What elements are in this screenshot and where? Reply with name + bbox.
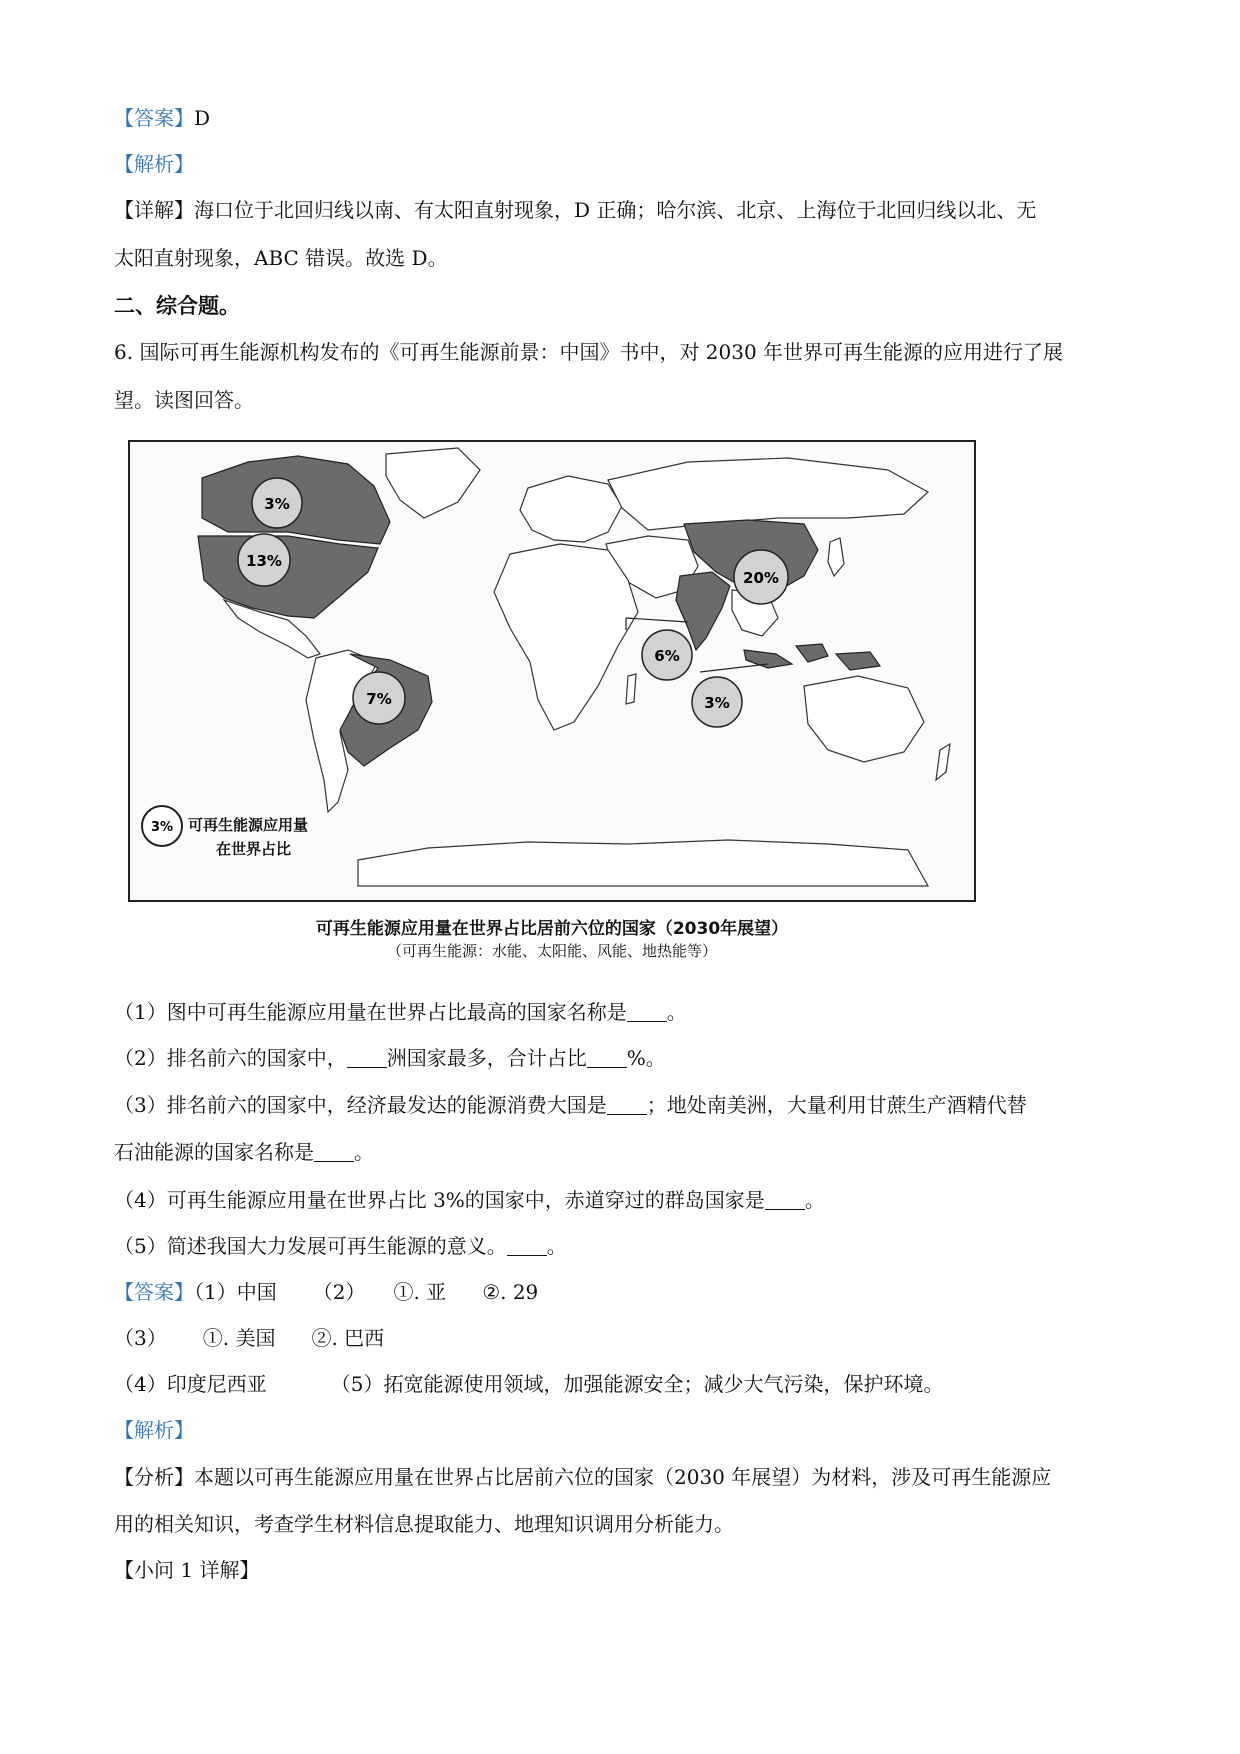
answer-2-label: （2） — [312, 1280, 366, 1304]
china-share-label: 20% — [743, 569, 779, 587]
q1-end: 。 — [666, 1000, 687, 1024]
q4-end: 。 — [804, 1188, 825, 1212]
q2-text-a: （2）排名前六的国家中， — [114, 1046, 347, 1070]
question-1 — [114, 998, 687, 1026]
canada-share-label: 3% — [264, 495, 290, 513]
answer-3-part-2: ②. 巴西 — [311, 1326, 385, 1350]
q5-answer-line — [114, 104, 210, 132]
legend-line-2: 在世界占比 — [216, 840, 292, 858]
europe-shape — [520, 476, 622, 542]
answer-5: （5）拓宽能源使用领域，加强能源安全；减少大气污染，保护环境。 — [330, 1372, 944, 1396]
madagascar-shape — [626, 674, 636, 704]
antarctica-shape — [358, 840, 928, 886]
answers-line-3 — [114, 1370, 943, 1398]
usa-share-label: 13% — [246, 552, 282, 570]
question-2 — [114, 1044, 666, 1072]
q4-text: （4）可再生能源应用量在世界占比 3%的国家中，赤道穿过的群岛国家是 — [114, 1188, 765, 1212]
answer-3-part-1: ①. 美国 — [202, 1326, 276, 1350]
india-share-label: 6% — [654, 647, 680, 665]
analysis-line-1: 【分析】本题以可再生能源应用量在世界占比居前六位的国家（2030 年展望）为材料，涉及可再生能源应 — [114, 1465, 1052, 1489]
q5-end: 。 — [546, 1234, 567, 1258]
q2-blank-2[interactable] — [587, 1047, 627, 1068]
detail-line-2: 太阳直射现象，ABC 错误。故选 D。 — [114, 246, 448, 270]
q2-text-b: 洲国家最多，合计占比 — [386, 1046, 587, 1070]
q3-text-c: 石油能源的国家名称是 — [114, 1140, 314, 1164]
answers-tag: 【答案】 — [114, 1280, 194, 1304]
analysis-tag-2: 【解析】 — [114, 1418, 194, 1442]
answer-1: （1）中国 — [194, 1280, 277, 1304]
section-title: 二、综合题。 — [114, 294, 240, 318]
q6-stem-line-2: 望。读图回答。 — [114, 388, 254, 412]
answer-value: D — [194, 106, 211, 130]
brazil-share-label: 7% — [366, 690, 392, 708]
answer-4: （4）印度尼西亚 — [114, 1372, 267, 1396]
question-3-line-2 — [114, 1138, 374, 1166]
q4-blank[interactable] — [765, 1189, 805, 1210]
answers-line-1 — [114, 1278, 538, 1306]
q1-text: （1）图中可再生能源应用量在世界占比最高的国家名称是 — [114, 1000, 627, 1024]
q3-blank-1[interactable] — [607, 1094, 647, 1115]
map-caption-2: （可再生能源：水能、太阳能、风能、地热能等） — [386, 942, 717, 960]
sub-question-1-detail-heading: 【小问 1 详解】 — [114, 1558, 260, 1582]
q1-blank[interactable] — [627, 1001, 667, 1022]
q3-text-b: ；地处南美洲，大量利用甘蔗生产酒精代替 — [646, 1093, 1027, 1117]
answer-2-part-2: ②. 29 — [482, 1280, 539, 1304]
q6-stem-line-1: 6. 国际可再生能源机构发布的《可再生能源前景：中国》书中，对 2030 年世界可再生能源的应用进行了展 — [114, 340, 1064, 364]
answer-3-label: （3） — [114, 1326, 167, 1350]
question-4 — [114, 1186, 825, 1214]
q3-text-a: （3）排名前六的国家中，经济最发达的能源消费大国是 — [114, 1093, 607, 1117]
q5-text: （5）简述我国大力发展可再生能源的意义。 — [114, 1234, 507, 1258]
detail-line-1: 【详解】海口位于北回归线以南、有太阳直射现象，D 正确；哈尔滨、北京、上海位于北回归线以北、无 — [114, 198, 1037, 222]
q2-blank-1[interactable] — [347, 1047, 387, 1068]
question-3-line-1 — [114, 1091, 1027, 1119]
answers-line-2 — [114, 1324, 384, 1352]
legend-symbol-label: 3% — [150, 820, 174, 835]
q3-blank-2[interactable] — [314, 1141, 354, 1162]
q5-blank[interactable] — [507, 1235, 547, 1256]
legend-line-1: 可再生能源应用量 — [188, 816, 309, 834]
analysis-tag: 【解析】 — [114, 152, 194, 176]
answer-2-part-1: ①. 亚 — [393, 1280, 447, 1304]
question-5 — [114, 1232, 567, 1260]
map-caption-1: 可再生能源应用量在世界占比居前六位的国家（2030年展望） — [315, 919, 789, 939]
analysis-line-2: 用的相关知识，考查学生材料信息提取能力、地理知识调用分析能力。 — [114, 1512, 734, 1536]
answer-tag: 【答案】 — [114, 106, 194, 130]
q2-text-c: %。 — [626, 1046, 666, 1070]
indonesia-share-label: 3% — [704, 694, 730, 712]
q3-text-d: 。 — [354, 1140, 374, 1164]
